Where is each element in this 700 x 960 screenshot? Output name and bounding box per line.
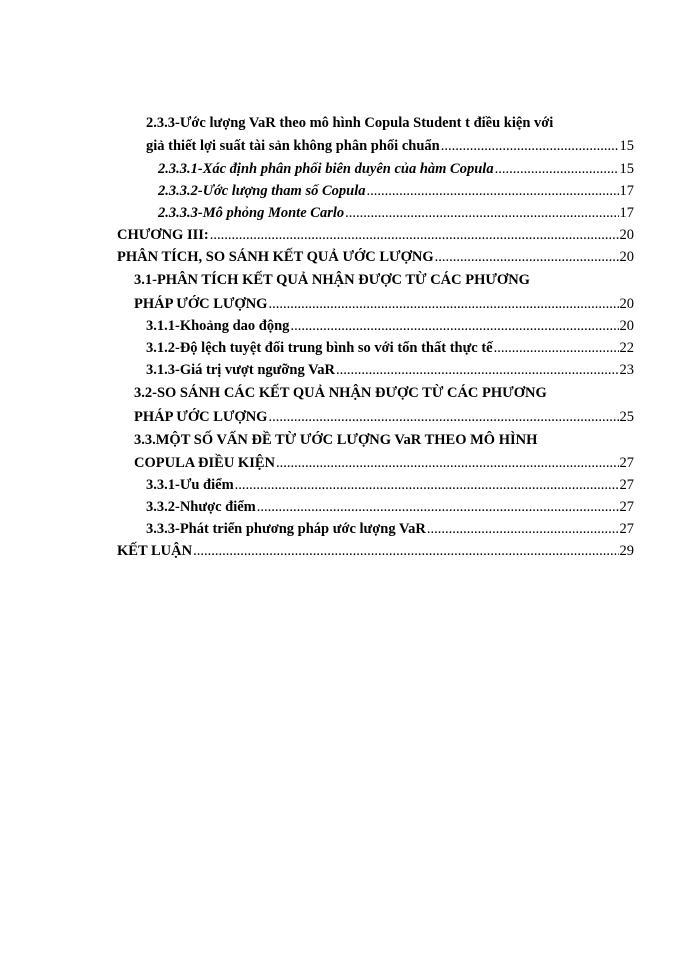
toc-entry-text: 3.3.3-Phát triển phương pháp ước lượng VaR (146, 521, 426, 537)
toc-entry-3-1-line1[interactable] (134, 271, 530, 289)
toc-entry-3-2-line1[interactable] (134, 384, 547, 402)
toc-page-number: 20 (619, 249, 634, 265)
toc-leader-dots (336, 361, 619, 379)
toc-entry-3-3-2[interactable] (146, 498, 634, 516)
toc-page-number: 20 (619, 318, 634, 334)
toc-leader-dots (257, 498, 619, 516)
toc-entry-text: 2.3.3.1-Xác định phân phối biên duyên của hàm Copula (158, 161, 494, 177)
toc-entry-3-3-line1[interactable] (134, 431, 537, 449)
toc-entry-text: 2.3.3.3-Mô phỏng Monte Carlo (158, 205, 345, 221)
toc-entry-text: 3.1.2-Độ lệch tuyệt đối trung bình so với tổn thất thực tế (146, 340, 493, 356)
toc-leader-dots (290, 317, 618, 335)
toc-entry-2-3-3-line2[interactable] (146, 137, 634, 155)
toc-page-number: 27 (619, 477, 634, 493)
toc-entry-3-3-3[interactable] (146, 520, 634, 538)
toc-entry-2-3-3-1[interactable] (158, 160, 634, 178)
toc-entry-text: COPULA ĐIỀU KIỆN (134, 455, 275, 471)
toc-entry-text: 3.3.1-Ưu điểm (146, 477, 234, 493)
toc-leader-dots (210, 226, 619, 244)
toc-page-number: 15 (619, 138, 634, 154)
toc-leader-dots (427, 520, 619, 538)
toc-entry-3-1-line2[interactable] (134, 295, 634, 313)
toc-leader-dots (435, 248, 619, 266)
toc-entry-text: KẾT LUẬN (117, 543, 193, 559)
toc-entry-2-3-3-line1[interactable] (146, 114, 553, 132)
toc-entry-text: PHÁP ƯỚC LƯỢNG (134, 409, 268, 425)
toc-leader-dots (441, 137, 619, 155)
toc-entry-3-1-3[interactable] (146, 361, 634, 379)
toc-entry-text: 2.3.3.2-Ước lượng tham số Copula (158, 183, 366, 199)
toc-leader-dots (345, 204, 618, 222)
toc-entry-text: giả thiết lợi suất tài sản không phân phối chuẩn (146, 138, 440, 154)
toc-entry-3-2-line2[interactable] (134, 408, 634, 426)
toc-entry-text: 3.3.MỘT SỐ VẤN ĐỀ TỪ ƯỚC LƯỢNG VaR THEO MÔ HÌNH (134, 432, 538, 448)
toc-entry-text: 3.1.3-Giá trị vượt ngưỡng VaR (146, 362, 335, 378)
toc-entry-text: 2.3.3-Ước lượng VaR theo mô hình Copula Student t điều kiện với (146, 115, 554, 131)
toc-entry-text: 3.3.2-Nhược điểm (146, 499, 256, 515)
toc-page-number: 29 (619, 543, 634, 559)
toc-entry-phan-tich[interactable] (117, 248, 634, 266)
toc-page-number: 23 (619, 362, 634, 378)
toc-entry-text: 3.1.1-Khoảng dao động (146, 318, 290, 334)
toc-entry-text: PHÁP ƯỚC LƯỢNG (134, 296, 268, 312)
toc-leader-dots (494, 339, 619, 357)
toc-leader-dots (268, 408, 618, 426)
toc-leader-dots (367, 182, 619, 200)
toc-entry-text: CHƯƠNG III: (117, 227, 209, 243)
toc-entry-text: PHÂN TÍCH, SO SÁNH KẾT QUẢ ƯỚC LƯỢNG (117, 249, 434, 265)
toc-page-number: 17 (619, 205, 634, 221)
toc-leader-dots (235, 476, 619, 494)
toc-entry-3-1-1[interactable] (146, 317, 634, 335)
toc-page-number: 22 (619, 340, 634, 356)
toc-entry-2-3-3-2[interactable] (158, 182, 634, 200)
toc-entry-text: 3.2-SO SÁNH CÁC KẾT QUẢ NHẬN ĐƯỢC TỪ CÁC PHƯƠNG (134, 385, 547, 401)
toc-page-number: 27 (619, 521, 634, 537)
toc-leader-dots (193, 542, 618, 560)
toc-entry-3-3-line2[interactable] (134, 454, 634, 472)
toc-page-number: 20 (619, 227, 634, 243)
toc-page-number: 15 (619, 161, 634, 177)
toc-page-number: 27 (619, 499, 634, 515)
toc-page-number: 27 (619, 455, 634, 471)
toc-page-number: 25 (619, 409, 634, 425)
toc-entry-ket-luan[interactable] (117, 542, 634, 560)
toc-page-number: 17 (619, 183, 634, 199)
toc-entry-2-3-3-3[interactable] (158, 204, 634, 222)
toc-entry-3-3-1[interactable] (146, 476, 634, 494)
toc-page-number: 20 (619, 296, 634, 312)
toc-leader-dots (276, 454, 619, 472)
toc-entry-text: 3.1-PHÂN TÍCH KẾT QUẢ NHẬN ĐƯỢC TỪ CÁC PHƯƠNG (134, 272, 530, 288)
toc-entry-chuong-3[interactable] (117, 226, 634, 244)
toc-entry-3-1-2[interactable] (146, 339, 634, 357)
toc-leader-dots (495, 160, 619, 178)
toc-leader-dots (268, 295, 618, 313)
